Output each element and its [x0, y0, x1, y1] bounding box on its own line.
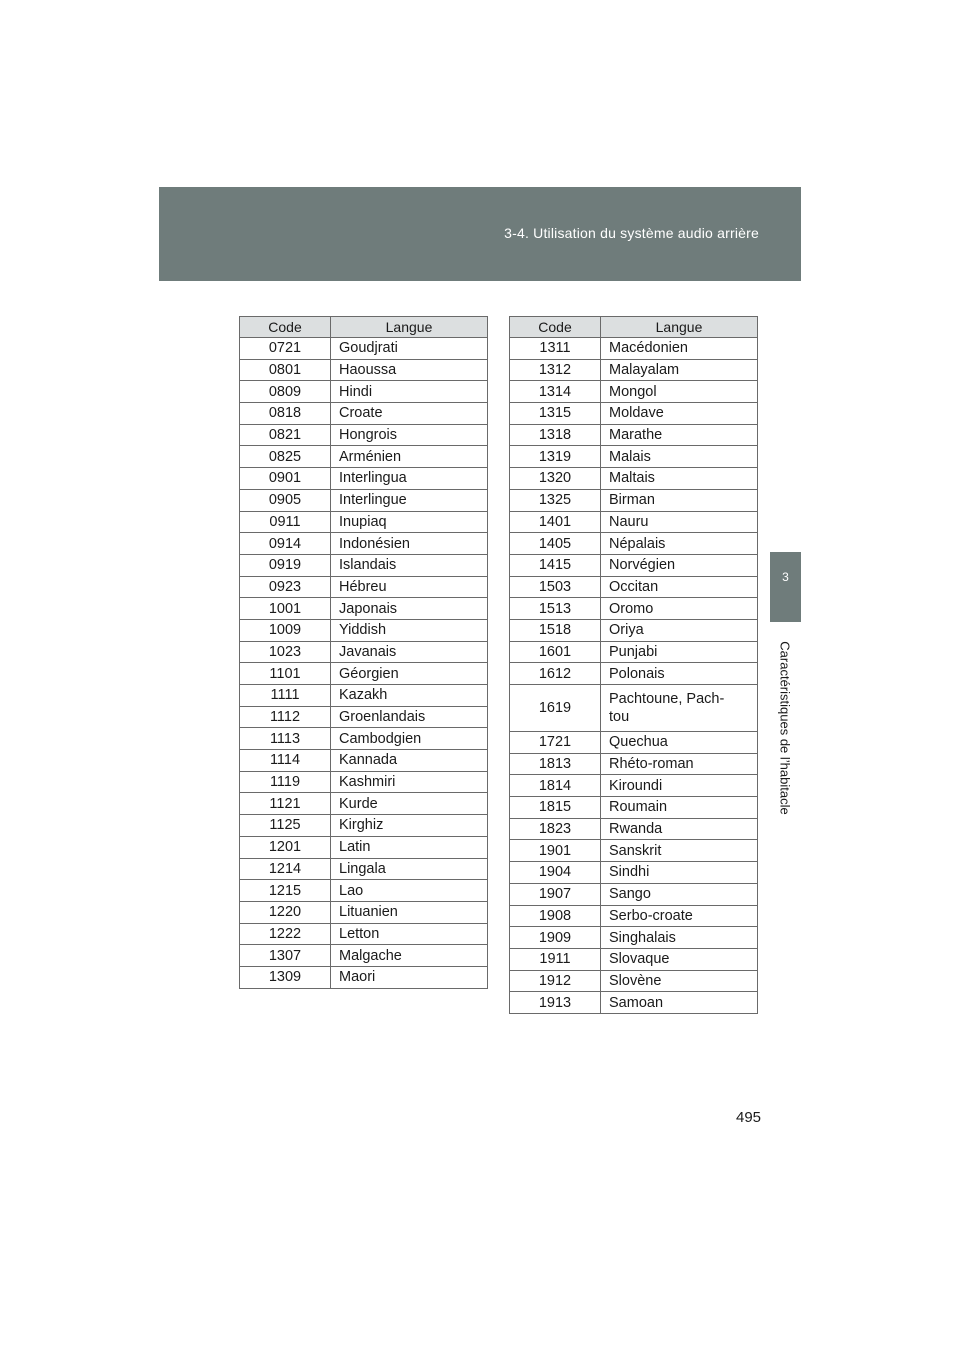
code-cell: 1220 — [240, 901, 331, 923]
table-row — [510, 840, 758, 862]
code-cell: 1112 — [240, 706, 331, 728]
language-cell: Norvégien — [601, 554, 758, 576]
table-row — [510, 511, 758, 533]
table-row — [240, 793, 488, 815]
language-cell: Lituanien — [331, 901, 488, 923]
code-cell: 0809 — [240, 381, 331, 403]
language-cell: Sango — [601, 883, 758, 905]
table-row — [240, 706, 488, 728]
language-cell: Inupiaq — [331, 511, 488, 533]
chapter-number: 3 — [782, 570, 789, 584]
language-cell: Slovaque — [601, 948, 758, 970]
table-row — [240, 728, 488, 750]
language-cell: Kiroundi — [601, 775, 758, 797]
table-row — [510, 576, 758, 598]
column-header-code: Code — [510, 317, 601, 338]
table-row — [240, 511, 488, 533]
language-cell: Kurde — [331, 793, 488, 815]
language-cell: Hébreu — [331, 576, 488, 598]
table-row — [240, 424, 488, 446]
code-cell: 1911 — [510, 948, 601, 970]
column-header-code: Code — [240, 317, 331, 338]
language-cell: Polonais — [601, 663, 758, 685]
table-row — [510, 663, 758, 685]
column-header-language: Langue — [331, 317, 488, 338]
code-cell: 1312 — [510, 359, 601, 381]
table-row — [240, 663, 488, 685]
language-cell: Samoan — [601, 992, 758, 1014]
code-cell: 1101 — [240, 663, 331, 685]
code-cell: 1318 — [510, 424, 601, 446]
table-row — [240, 858, 488, 880]
table-row — [510, 992, 758, 1014]
chapter-header-band — [159, 187, 801, 281]
code-cell: 1405 — [510, 533, 601, 555]
table-body — [510, 338, 758, 1014]
code-cell: 1601 — [510, 641, 601, 663]
language-cell: Occitan — [601, 576, 758, 598]
table-row — [240, 338, 488, 360]
table-row — [240, 945, 488, 967]
table-row — [510, 797, 758, 819]
language-cell: Oriya — [601, 619, 758, 641]
table-row — [510, 468, 758, 490]
table-row — [240, 641, 488, 663]
table-row — [240, 554, 488, 576]
language-cell: Indonésien — [331, 533, 488, 555]
table-body — [240, 338, 488, 989]
language-cell: Malgache — [331, 945, 488, 967]
code-cell: 1001 — [240, 598, 331, 620]
language-cell: Moldave — [601, 403, 758, 425]
language-cell: Malais — [601, 446, 758, 468]
code-cell: 1503 — [510, 576, 601, 598]
table-row — [240, 771, 488, 793]
code-cell: 1121 — [240, 793, 331, 815]
language-cell: Oromo — [601, 598, 758, 620]
language-cell: Serbo-croate — [601, 905, 758, 927]
table-row — [510, 818, 758, 840]
code-cell: 0914 — [240, 533, 331, 555]
language-cell: Lao — [331, 880, 488, 902]
code-cell: 0911 — [240, 511, 331, 533]
table-row — [240, 403, 488, 425]
table-row — [510, 359, 758, 381]
table-row — [240, 685, 488, 707]
language-cell: Birman — [601, 489, 758, 511]
code-cell: 1815 — [510, 797, 601, 819]
code-cell: 0923 — [240, 576, 331, 598]
code-cell: 0901 — [240, 468, 331, 490]
language-cell: Mongol — [601, 381, 758, 403]
code-cell: 1319 — [510, 446, 601, 468]
code-cell: 1222 — [240, 923, 331, 945]
language-cell: Roumain — [601, 797, 758, 819]
code-cell: 0821 — [240, 424, 331, 446]
code-cell: 1023 — [240, 641, 331, 663]
code-cell: 1823 — [510, 818, 601, 840]
language-cell: Kannada — [331, 750, 488, 772]
language-cell: Javanais — [331, 641, 488, 663]
code-cell: 1904 — [510, 862, 601, 884]
language-cell: Rwanda — [601, 818, 758, 840]
code-cell: 1612 — [510, 663, 601, 685]
language-cell: Latin — [331, 836, 488, 858]
table-row — [510, 489, 758, 511]
table-row — [510, 446, 758, 468]
table-row — [240, 533, 488, 555]
page-number: 495 — [736, 1109, 762, 1126]
language-cell: Lingala — [331, 858, 488, 880]
language-cell: Interlingue — [331, 489, 488, 511]
code-cell: 0905 — [240, 489, 331, 511]
language-cell: Islandais — [331, 554, 488, 576]
table-row — [510, 598, 758, 620]
language-cell: Yiddish — [331, 619, 488, 641]
table-header-row — [240, 317, 488, 338]
language-cell: Rhéto-roman — [601, 753, 758, 775]
language-cell: Hindi — [331, 381, 488, 403]
code-cell: 1215 — [240, 880, 331, 902]
table-row — [510, 381, 758, 403]
table-row — [240, 966, 488, 988]
language-cell: Singhalais — [601, 927, 758, 949]
code-cell: 1311 — [510, 338, 601, 360]
code-cell: 1307 — [240, 945, 331, 967]
table-row — [240, 359, 488, 381]
language-cell: Maori — [331, 966, 488, 988]
language-cell: Letton — [331, 923, 488, 945]
code-cell: 1111 — [240, 685, 331, 707]
code-cell: 1314 — [510, 381, 601, 403]
code-cell: 1518 — [510, 619, 601, 641]
language-cell: Arménien — [331, 446, 488, 468]
code-cell: 1113 — [240, 728, 331, 750]
code-cell: 1401 — [510, 511, 601, 533]
table-row — [510, 970, 758, 992]
language-code-table-right — [509, 316, 758, 1014]
table-row — [510, 775, 758, 797]
table-row — [510, 685, 758, 732]
code-cell: 1901 — [510, 840, 601, 862]
code-cell: 1913 — [510, 992, 601, 1014]
table-row — [510, 948, 758, 970]
language-cell: Cambodgien — [331, 728, 488, 750]
code-cell: 0801 — [240, 359, 331, 381]
code-cell: 1908 — [510, 905, 601, 927]
table-row — [240, 901, 488, 923]
language-cell: Macédonien — [601, 338, 758, 360]
language-cell: Géorgien — [331, 663, 488, 685]
chapter-side-label: Caractéristiques de l’habitacle — [777, 641, 793, 815]
language-cell: Kazakh — [331, 685, 488, 707]
code-cell: 1325 — [510, 489, 601, 511]
table-row — [240, 576, 488, 598]
table-row — [240, 381, 488, 403]
code-cell: 1214 — [240, 858, 331, 880]
language-cell: Goudjrati — [331, 338, 488, 360]
code-cell: 1814 — [510, 775, 601, 797]
code-cell: 1309 — [240, 966, 331, 988]
code-cell: 1513 — [510, 598, 601, 620]
table-header-row — [510, 317, 758, 338]
code-cell: 1125 — [240, 815, 331, 837]
language-cell: Kirghiz — [331, 815, 488, 837]
code-cell: 1415 — [510, 554, 601, 576]
table-row — [510, 905, 758, 927]
code-cell: 1320 — [510, 468, 601, 490]
code-cell: 1907 — [510, 883, 601, 905]
table-row — [240, 619, 488, 641]
code-cell: 1813 — [510, 753, 601, 775]
table-row — [510, 883, 758, 905]
table-row — [240, 489, 488, 511]
code-cell: 1619 — [510, 685, 601, 732]
section-title: 3-4. Utilisation du système audio arrière — [504, 225, 759, 241]
table-row — [510, 338, 758, 360]
language-cell: Croate — [331, 403, 488, 425]
table-row — [510, 862, 758, 884]
table-row — [240, 468, 488, 490]
table-row — [240, 815, 488, 837]
code-cell: 0825 — [240, 446, 331, 468]
table-row — [510, 927, 758, 949]
language-cell: Groenlandais — [331, 706, 488, 728]
language-code-table-left — [239, 316, 488, 989]
code-cell: 1912 — [510, 970, 601, 992]
code-cell: 1315 — [510, 403, 601, 425]
table-row — [240, 750, 488, 772]
table-row — [510, 619, 758, 641]
code-cell: 1721 — [510, 732, 601, 754]
language-cell: Sanskrit — [601, 840, 758, 862]
language-cell: Hongrois — [331, 424, 488, 446]
chapter-tab — [770, 552, 801, 622]
code-cell: 0919 — [240, 554, 331, 576]
language-cell: Nauru — [601, 511, 758, 533]
code-cell: 1119 — [240, 771, 331, 793]
language-cell: Slovène — [601, 970, 758, 992]
code-cell: 0721 — [240, 338, 331, 360]
table-row — [510, 424, 758, 446]
table-row — [510, 753, 758, 775]
table-row — [240, 923, 488, 945]
language-cell: Quechua — [601, 732, 758, 754]
table-row — [510, 554, 758, 576]
table-row — [510, 403, 758, 425]
column-header-language: Langue — [601, 317, 758, 338]
language-cell: Malayalam — [601, 359, 758, 381]
table-row — [510, 641, 758, 663]
language-cell: Népalais — [601, 533, 758, 555]
language-cell: Haoussa — [331, 359, 488, 381]
code-cell: 1909 — [510, 927, 601, 949]
language-cell: Maltais — [601, 468, 758, 490]
table-row — [240, 836, 488, 858]
language-cell: Marathe — [601, 424, 758, 446]
table-row — [240, 446, 488, 468]
language-cell: Pachtoune, Pach- tou — [601, 685, 758, 732]
language-cell: Punjabi — [601, 641, 758, 663]
code-cell: 1009 — [240, 619, 331, 641]
code-cell: 0818 — [240, 403, 331, 425]
code-cell: 1114 — [240, 750, 331, 772]
language-cell: Japonais — [331, 598, 488, 620]
language-cell: Interlingua — [331, 468, 488, 490]
language-cell: Kashmiri — [331, 771, 488, 793]
table-row — [240, 598, 488, 620]
table-row — [510, 732, 758, 754]
table-row — [510, 533, 758, 555]
language-cell: Sindhi — [601, 862, 758, 884]
table-row — [240, 880, 488, 902]
code-cell: 1201 — [240, 836, 331, 858]
